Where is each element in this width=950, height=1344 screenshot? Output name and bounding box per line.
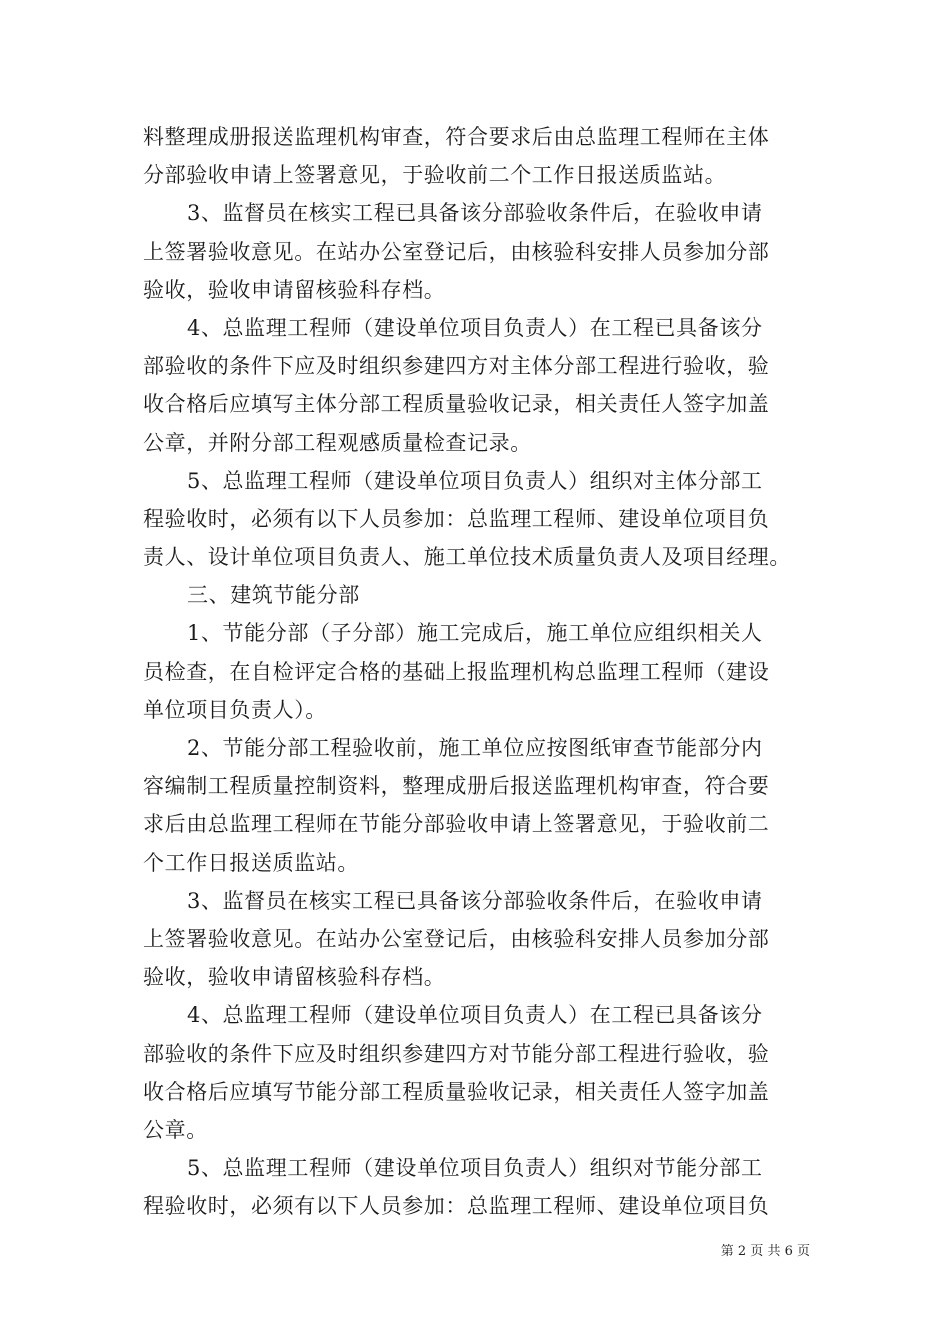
text-line: 分部验收申请上签署意见，于验收前二个工作日报送质监站。 bbox=[143, 163, 727, 188]
text-line: 个工作日报送质监站。 bbox=[143, 850, 359, 875]
text-line: 责人、设计单位项目负责人、施工单位技术质量负责人及项目经理。 bbox=[143, 545, 791, 570]
text-line: 上签署验收意见。在站办公室登记后，由核验科安排人员参加分部 bbox=[143, 239, 770, 264]
text-line: 部验收的条件下应及时组织参建四方对节能分部工程进行验收，验 bbox=[143, 1041, 770, 1066]
text-line: 4、总监理工程师（建设单位项目负责人）在工程已具备该分 bbox=[187, 315, 763, 340]
text-line: 1、节能分部（子分部）施工完成后，施工单位应组织相关人 bbox=[187, 621, 763, 646]
text-line: 收合格后应填写主体分部工程质量验收记录，相关责任人签字加盖 bbox=[143, 392, 770, 417]
text-line: 料整理成册报送监理机构审查，符合要求后由总监理工程师在主体 bbox=[143, 125, 770, 149]
text-line: 容编制工程质量控制资料，整理成册后报送监理机构审查，符合要 bbox=[143, 774, 770, 799]
text-line: 验收，验收申请留核验科存档。 bbox=[143, 277, 446, 302]
text-line: 4、总监理工程师（建设单位项目负责人）在工程已具备该分 bbox=[187, 1003, 763, 1028]
text-line: 程验收时，必须有以下人员参加：总监理工程师、建设单位项目负 bbox=[143, 1194, 770, 1219]
text-line: 三、建筑节能分部 bbox=[187, 583, 360, 608]
page-number: 第 2 页 共 6 页 bbox=[720, 1244, 810, 1259]
document-body bbox=[143, 118, 808, 1225]
text-line: 收合格后应填写节能分部工程质量验收记录，相关责任人签字加盖 bbox=[143, 1079, 770, 1104]
text-line: 求后由总监理工程师在节能分部验收申请上签署意见，于验收前二 bbox=[143, 812, 770, 837]
text-line: 验收，验收申请留核验科存档。 bbox=[143, 965, 446, 990]
text-line: 公章。 bbox=[143, 1117, 208, 1142]
text-line: 5、总监理工程师（建设单位项目负责人）组织对节能分部工 bbox=[187, 1156, 763, 1181]
text-line: 2、节能分部工程验收前，施工单位应按图纸审查节能部分内 bbox=[187, 736, 763, 760]
text-line: 公章，并附分部工程观感质量检查记录。 bbox=[143, 430, 532, 455]
text-line: 员检查，在自检评定合格的基础上报监理机构总监理工程师（建设 bbox=[143, 659, 770, 684]
text-line: 单位项目负责人）。 bbox=[143, 697, 327, 722]
text-line: 程验收时，必须有以下人员参加：总监理工程师、建设单位项目负 bbox=[143, 506, 770, 531]
text-line: 5、总监理工程师（建设单位项目负责人）组织对主体分部工 bbox=[187, 468, 763, 493]
text-line: 3、监督员在核实工程已具备该分部验收条件后，在验收申请 bbox=[187, 201, 763, 226]
text-line: 上签署验收意见。在站办公室登记后，由核验科安排人员参加分部 bbox=[143, 926, 770, 951]
text-line: 部验收的条件下应及时组织参建四方对主体分部工程进行验收，验 bbox=[143, 354, 770, 379]
text-line: 3、监督员在核实工程已具备该分部验收条件后，在验收申请 bbox=[187, 888, 763, 913]
